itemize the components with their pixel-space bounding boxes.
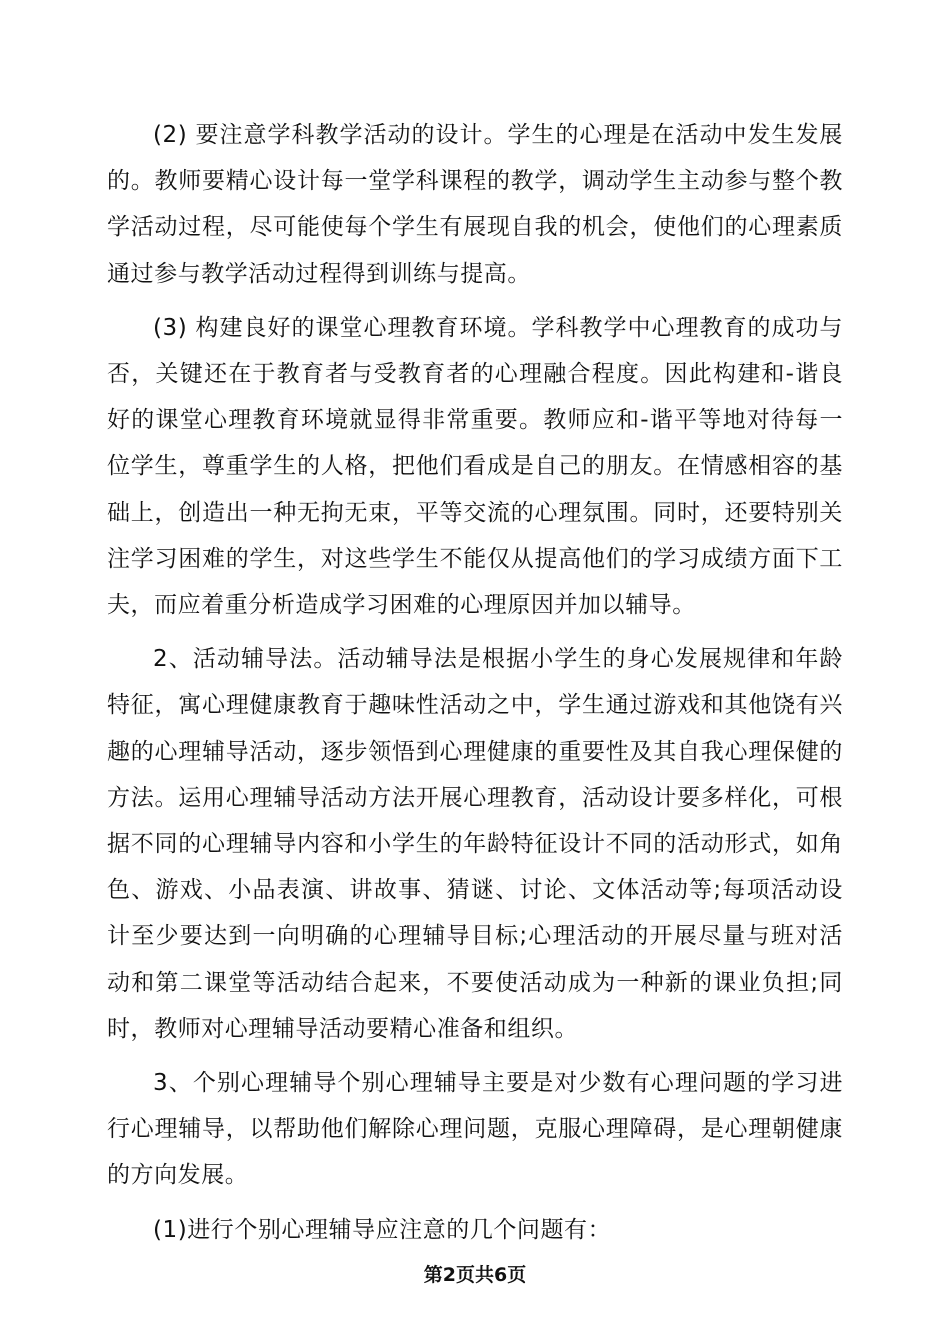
paragraph-individual-counseling: 3、个别心理辅导个别心理辅导主要是对少数有心理问题的学习进行心理辅导，以帮助他们解除心理问题，克服心理障碍，是心理朝健康的方向发展。 [107,1070,843,1189]
paragraph-counseling-issues: (1)进行个别心理辅导应注意的几个问题有： [153,1216,612,1243]
paragraph-activity-guidance: 2、活动辅导法。活动辅导法是根据小学生的身心发展规律和年龄特征，寓心理健康教育于趣味性活动之中，学生通过游戏和其他饶有兴趣的心理辅导活动，逐步领悟到心理健康的重要性及其自我心理保健的方法。运用心理辅导活动方法开展心理教育，活动设计要多样化，可根据不同的心理辅导内容和小学生的年龄特征设计不同的活动形式，如角色、游戏、小品表演、讲故事、猜谜、讨论、文体活动等;每项活动设计至少要达到一向明确的心理辅导目标;心理活动的开展尽量与班对活动和第二课堂等活动结合起来，不要使活动成为一种新的课业负担;同时，教师对心理辅导活动要精心准备和组织。 [107,646,843,1042]
document-body [107,112,843,1253]
paragraph-subject-activity-design: (2) 要注意学科教学活动的设计。学生的心理是在活动中发生发展的。教师要精心设计每一堂学科课程的教学，调动学生主动参与整个教学活动过程，尽可能使每个学生有展现自我的机会，使他们的心理素质通过参与教学活动过程得到训练与提高。 [107,122,843,287]
paragraph-classroom-environment: (3) 构建良好的课堂心理教育环境。学科教学中心理教育的成功与否，关键还在于教育者与受教育者的心理融合程度。因此构建和-谐良好的课堂心理教育环境就显得非常重要。教师应和-谐平等地对待每一位学生，尊重学生的人格，把他们看成是自己的朋友。在情感相容的基础上，创造出一种无拘无束，平等交流的心理氛围。同时，还要特别关注学习困难的学生，对这些学生不能仅从提高他们的学习成绩方面下工夫，而应着重分析造成学习困难的心理原因并加以辅导。 [107,314,843,619]
page-number-footer: 第2页共6页 [423,1264,527,1286]
